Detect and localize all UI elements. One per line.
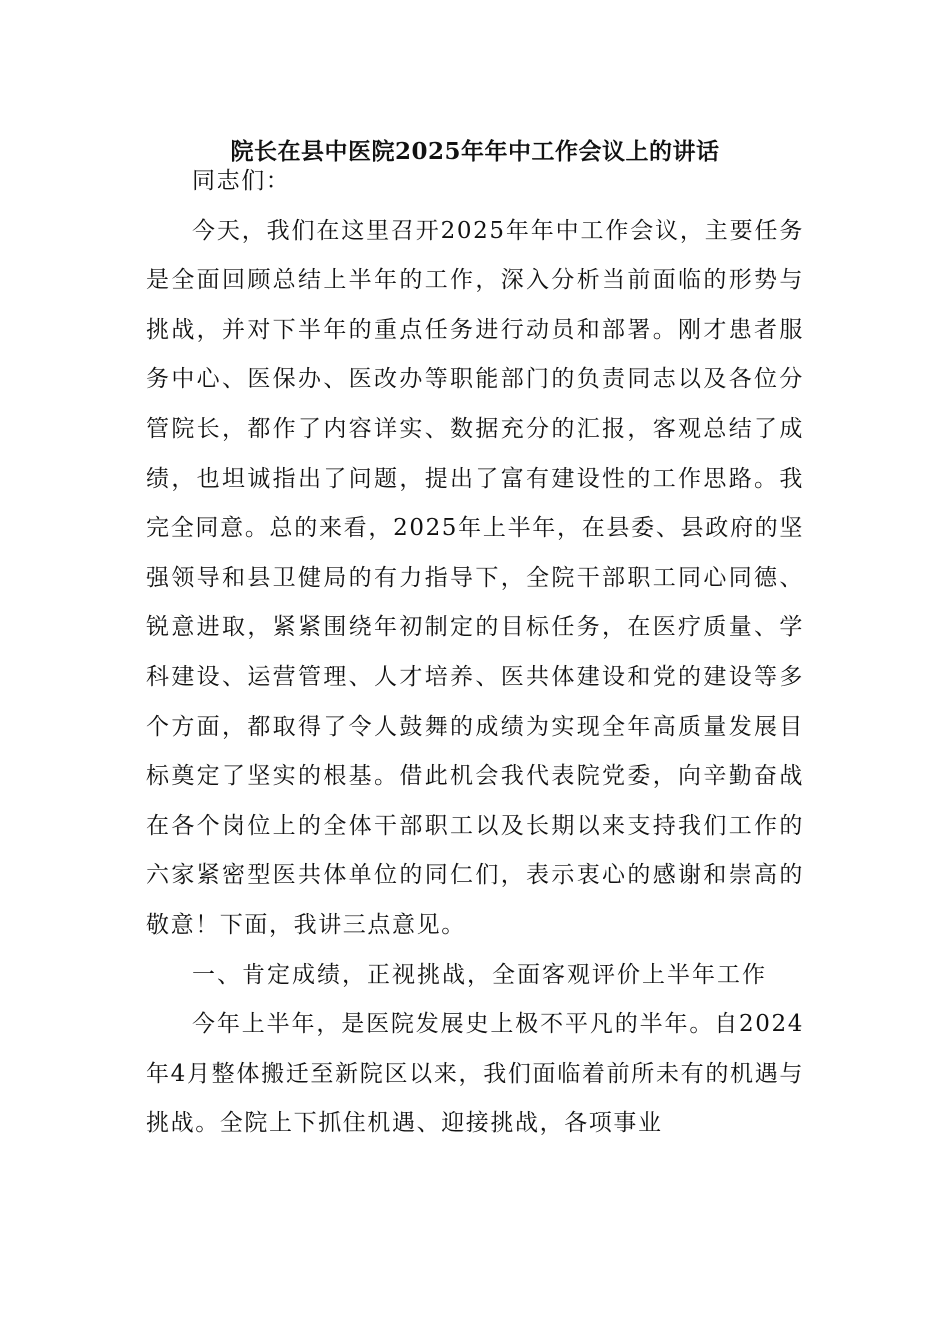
intro-paragraph: 今天，我们在这里召开2025年年中工作会议，主要任务是全面回顾总结上半年的工作，深入分析当前面临的形势与挑战，并对下半年的重点任务进行动员和部署。刚才患者服务中心、医保办、医改办等职能部门的负责同志以及各位分管院长，都作了内容详实、数据充分的汇报，客观总结了成绩，也坦诚指出了问题，提出了富有建设性的工作思路。我完全同意。总的来看，2025年上半年，在县委、县政府的坚强领导和县卫健局的有力指导下，全院干部职工同心同德、锐意进取，紧紧围绕年初制定的目标任务，在医疗质量、学科建设、运营管理、人才培养、医共体建设和党的建设等多个方面，都取得了令人鼓舞的成绩为实现全年高质量发展目标奠定了坚实的根基。借此机会我代表院党委，向辛勤奋战在各个岗位上的全体干部职工以及长期以来支持我们工作的六家紧密型医共体单位的同仁们，表示衷心的感谢和崇高的敬意！下面，我讲三点意见。	[146, 217, 804, 938]
document-body	[146, 157, 804, 1149]
document-title: 院长在县中医院2025年年中工作会议上的讲话	[230, 138, 720, 165]
salutation: 同志们：	[192, 168, 291, 194]
section-1-paragraph: 今年上半年，是医院发展史上极不平凡的半年。自2024年4月整体搬迁至新院区以来，我们面临着前所未有的机遇与挑战。全院上下抓住机遇、迎接挑战，各项事业	[146, 1011, 804, 1137]
section-heading-1: 一、肯定成绩，正视挑战，全面客观评价上半年工作	[192, 961, 767, 988]
